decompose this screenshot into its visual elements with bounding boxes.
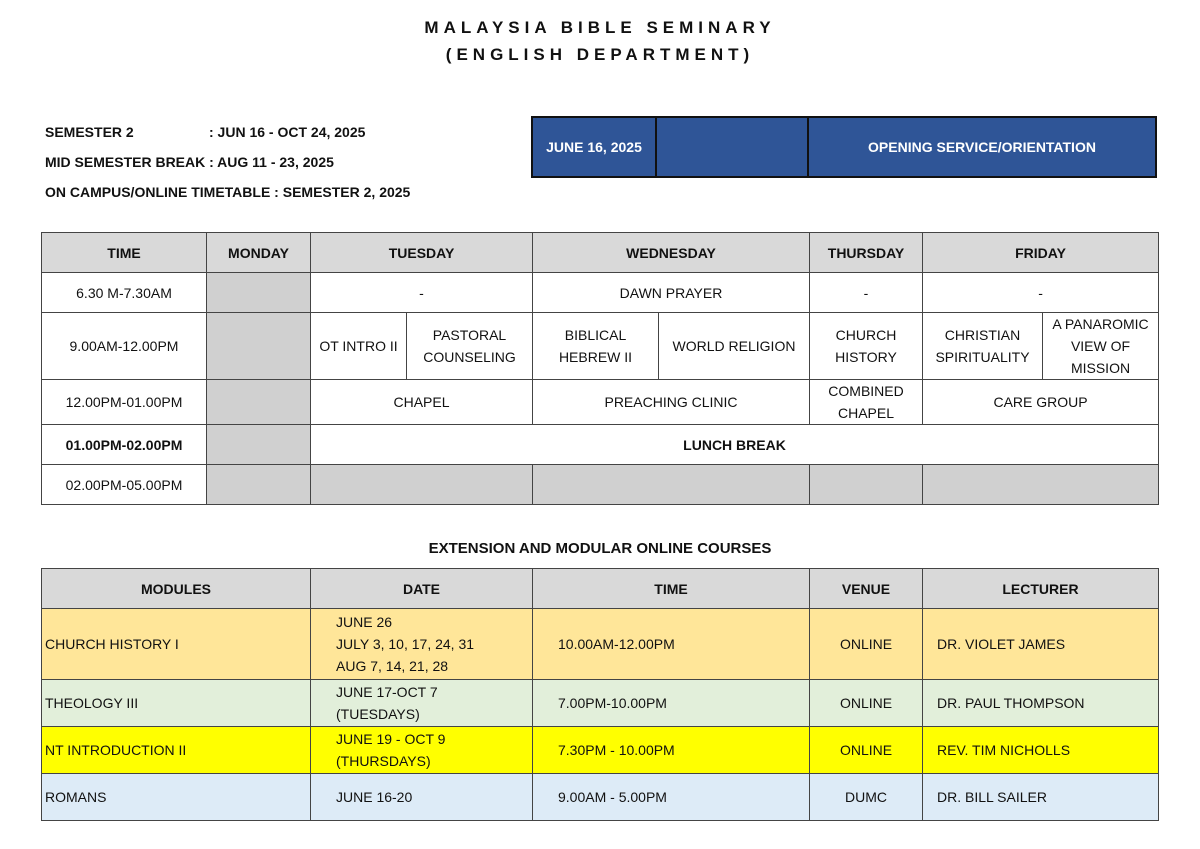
module-venue: ONLINE: [810, 727, 923, 774]
friday-cell-1: CHRISTIAN SPIRITUALITY: [923, 313, 1043, 380]
lunch-break-cell: LUNCH BREAK: [311, 425, 1159, 465]
thursday-cell: CHURCH HISTORY: [810, 313, 923, 380]
monday-cell: [207, 313, 311, 380]
banner-blank: [657, 118, 809, 176]
timetable-label: ON CAMPUS/ONLINE TIMETABLE : SEMESTER 2, 2025: [45, 184, 411, 200]
col-header-time: TIME: [533, 569, 810, 609]
semester-value: : JUN 16 - OCT 24, 2025: [209, 124, 366, 140]
table-row: [42, 727, 1159, 774]
time-cell: 02.00PM-05.00PM: [42, 465, 207, 505]
weekly-timetable: [41, 232, 1159, 505]
semester-label: SEMESTER 2: [45, 124, 134, 140]
module-venue: DUMC: [810, 774, 923, 821]
monday-cell: [207, 425, 311, 465]
row-afternoon: [42, 465, 1159, 505]
friday-cell: [923, 465, 1159, 505]
col-header-venue: VENUE: [810, 569, 923, 609]
row-morning: [42, 313, 1159, 380]
banner-date: JUNE 16, 2025: [533, 118, 657, 176]
module-name: CHURCH HISTORY I: [42, 609, 311, 680]
date-line: (TUESDAYS): [336, 706, 420, 722]
module-time: 7.00PM-10.00PM: [533, 680, 810, 727]
date-line: AUG 7, 14, 21, 28: [336, 658, 449, 674]
col-header-wednesday: WEDNESDAY: [533, 233, 810, 273]
col-header-lecturer: LECTURER: [923, 569, 1159, 609]
monday-cell: [207, 465, 311, 505]
module-name: NT INTRODUCTION II: [42, 727, 311, 774]
module-date: [311, 727, 533, 774]
date-line: JUNE 19 - OCT 9: [336, 731, 446, 747]
module-lecturer: DR. VIOLET JAMES: [923, 609, 1159, 680]
date-line: JUNE 26: [336, 614, 393, 630]
time-cell: 6.30 M-7.30AM: [42, 273, 207, 313]
table-row: [42, 774, 1159, 821]
col-header-friday: FRIDAY: [923, 233, 1159, 273]
date-line: JUNE 16-20: [336, 789, 413, 805]
module-date: [311, 680, 533, 727]
module-lecturer: REV. TIM NICHOLLS: [923, 727, 1159, 774]
table-row: [42, 680, 1159, 727]
module-date: [311, 774, 533, 821]
module-time: 10.00AM-12.00PM: [533, 609, 810, 680]
page-title: MALAYSIA BIBLE SEMINARY: [424, 18, 776, 37]
wednesday-cell: PREACHING CLINIC: [533, 380, 810, 425]
row-dawn: [42, 273, 1159, 313]
col-header-thursday: THURSDAY: [810, 233, 923, 273]
wednesday-cell-2: WORLD RELIGION: [659, 313, 810, 380]
wednesday-cell-1: BIBLICAL HEBREW II: [533, 313, 659, 380]
modules-section-title: EXTENSION AND MODULAR ONLINE COURSES: [428, 540, 772, 557]
banner-event: OPENING SERVICE/ORIENTATION: [809, 118, 1155, 176]
wednesday-cell: DAWN PRAYER: [533, 273, 810, 313]
date-line: JUNE 17-OCT 7: [336, 684, 438, 700]
thursday-cell: -: [810, 273, 923, 313]
table-row: [42, 609, 1159, 680]
tuesday-cell: CHAPEL: [311, 380, 533, 425]
date-line: (THURSDAYS): [336, 753, 431, 769]
modules-table: [41, 568, 1159, 821]
monday-cell: [207, 380, 311, 425]
friday-cell: -: [923, 273, 1159, 313]
tuesday-cell-2: PASTORAL COUNSELING: [407, 313, 533, 380]
module-lecturer: DR. PAUL THOMPSON: [923, 680, 1159, 727]
monday-cell: [207, 273, 311, 313]
friday-cell: CARE GROUP: [923, 380, 1159, 425]
wednesday-cell: [533, 465, 810, 505]
module-name: ROMANS: [42, 774, 311, 821]
col-header-time: TIME: [42, 233, 207, 273]
time-cell: 01.00PM-02.00PM: [42, 425, 207, 465]
date-line: JULY 3, 10, 17, 24, 31: [336, 636, 475, 652]
col-header-tuesday: TUESDAY: [311, 233, 533, 273]
timetable-header-row: [42, 233, 1159, 273]
thursday-cell: COMBINED CHAPEL: [810, 380, 923, 425]
friday-cell-2: A PANAROMIC VIEW OF MISSION: [1043, 313, 1159, 380]
module-venue: ONLINE: [810, 680, 923, 727]
thursday-cell: [810, 465, 923, 505]
col-header-modules: MODULES: [42, 569, 311, 609]
module-lecturer: DR. BILL SAILER: [923, 774, 1159, 821]
time-cell: 12.00PM-01.00PM: [42, 380, 207, 425]
tuesday-cell-1: OT INTRO II: [311, 313, 407, 380]
module-venue: ONLINE: [810, 609, 923, 680]
time-cell: 9.00AM-12.00PM: [42, 313, 207, 380]
opening-banner: [531, 116, 1157, 178]
page-subtitle: (ENGLISH DEPARTMENT): [445, 45, 755, 64]
semester-info: [45, 124, 365, 140]
module-time: 9.00AM - 5.00PM: [533, 774, 810, 821]
module-date: [311, 609, 533, 680]
module-time: 7.30PM - 10.00PM: [533, 727, 810, 774]
modules-header-row: [42, 569, 1159, 609]
tuesday-cell: [311, 465, 533, 505]
col-header-date: DATE: [311, 569, 533, 609]
mid-semester-break: MID SEMESTER BREAK : AUG 11 - 23, 2025: [45, 154, 334, 170]
col-header-monday: MONDAY: [207, 233, 311, 273]
row-lunch: [42, 425, 1159, 465]
tuesday-cell: -: [311, 273, 533, 313]
row-noon: [42, 380, 1159, 425]
module-name: THEOLOGY III: [42, 680, 311, 727]
